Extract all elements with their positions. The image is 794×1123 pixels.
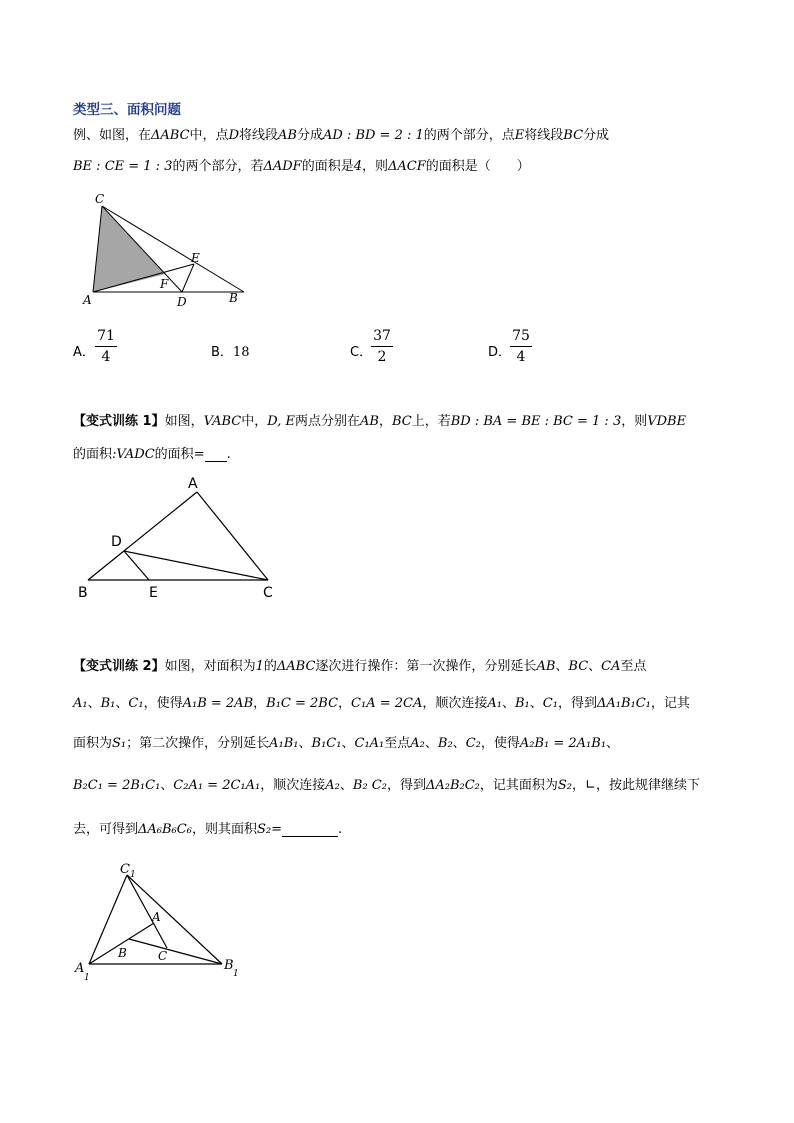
text: 去，可得到 (73, 822, 139, 837)
label-a: A (83, 293, 92, 307)
text: 、 (529, 696, 543, 711)
text: 的面积 (73, 447, 113, 462)
label-b: B (118, 946, 127, 960)
math: A₁ (487, 696, 502, 711)
text: 逐次进行操作：第一次操作，分别延长 (315, 659, 537, 674)
math: E (514, 128, 525, 143)
answer-blank[interactable] (282, 824, 338, 837)
label-b: B (229, 291, 238, 305)
example-line-1 (73, 124, 609, 143)
text: 、 (588, 659, 602, 674)
math: B₂ C₂ (352, 778, 387, 793)
option-a-fraction[interactable] (95, 328, 117, 365)
math: BC (563, 128, 584, 143)
text: ，顺次连接 (422, 696, 488, 711)
text: 的面积是（ ） (425, 159, 530, 174)
label-a1-sub: 1 (84, 973, 90, 983)
label-a: A (188, 476, 198, 492)
text: 、 (606, 736, 620, 751)
variant1-figure (72, 470, 287, 605)
math: B₁ (100, 696, 116, 711)
section-title: 类型三、面积问题 (73, 102, 181, 118)
text: 、 (115, 696, 129, 711)
math: ΔA₂B₂C₂ (425, 778, 480, 793)
segment-de (182, 264, 194, 292)
variant2-line-4 (73, 774, 700, 793)
text: . (226, 447, 231, 462)
label-b1: B (224, 958, 234, 973)
denominator: 4 (516, 349, 526, 365)
math: ΔABC (276, 659, 316, 674)
math: A₂ (325, 778, 340, 793)
answer-blank[interactable] (205, 449, 227, 462)
math: : (112, 447, 117, 462)
math: = (271, 822, 282, 837)
math: D (228, 128, 239, 143)
label-b: B (78, 585, 88, 601)
math: B₂ (437, 736, 453, 751)
math: AD : BD = 2 : 1 (322, 128, 424, 143)
text: 、 (87, 696, 101, 711)
variant-label: 【变式训练 2】 (73, 659, 165, 674)
text: 中， (241, 414, 268, 429)
math: A₁B = 2AB (182, 696, 254, 711)
numerator: 37 (373, 328, 391, 344)
math: AB (536, 659, 556, 674)
math: B₂C₁ = 2B₁C₁ (73, 778, 161, 793)
text: 如图， (164, 414, 204, 429)
text: 至点 (384, 736, 411, 751)
fraction-bar (371, 346, 393, 347)
math: C₁ (128, 696, 144, 711)
text: ，记其 (650, 696, 690, 711)
variant1-line-1 (73, 410, 686, 429)
text: ， (253, 696, 267, 711)
option-value: 18 (232, 345, 250, 360)
fraction-bar (95, 346, 117, 347)
text: 两点分别在 (294, 414, 360, 429)
option-d-letter[interactable]: D． (488, 345, 512, 360)
variant2-line-1 (73, 655, 647, 674)
math: AB (278, 128, 297, 143)
math: ΔADF (263, 159, 302, 174)
denominator: 2 (377, 349, 387, 365)
math: CA (601, 659, 621, 674)
math: C₁A = 2CA (351, 696, 423, 711)
math: S₂ (557, 778, 573, 793)
label-e: E (191, 251, 200, 265)
math: BC (391, 414, 412, 429)
numerator: 71 (97, 328, 115, 344)
math: VABC (203, 414, 242, 429)
math: ΔACF (388, 159, 426, 174)
text: 、 (424, 736, 438, 751)
text: ；第二次操作，分别延长 (126, 736, 270, 751)
label-a1: A (75, 961, 85, 976)
text: 分成 (296, 128, 323, 143)
text: 如图，对面积为 (164, 659, 256, 674)
text: 、 (452, 736, 466, 751)
label-f: F (160, 277, 169, 291)
text: 将线段 (239, 128, 279, 143)
math: A₁ (73, 696, 88, 711)
math: B₁C = 2BC (266, 696, 339, 711)
math: 4 (353, 159, 363, 174)
segment-ab (88, 492, 197, 580)
math: = (193, 447, 205, 462)
math: AB (359, 414, 379, 429)
text: ，得到 (386, 778, 426, 793)
text: ，则其面积 (191, 822, 257, 837)
math: VADC (116, 447, 155, 462)
math: A₁B₁ (269, 736, 299, 751)
text: 、 (555, 659, 569, 674)
math: S₂ (256, 822, 272, 837)
label-c: C (158, 949, 168, 963)
variant2-figure (70, 855, 250, 990)
text: ，则 (362, 159, 389, 174)
math: C₂A₁ = 2C₁A₁ (173, 778, 261, 793)
math: ΔA₁B₁C₁ (596, 696, 651, 711)
math: VDBE (647, 414, 687, 429)
label-c: C (263, 585, 273, 601)
math: BD : BA = BE : BC = 1 : 3 (450, 414, 622, 429)
label-c1-sub: 1 (130, 870, 136, 880)
label-d: D (111, 534, 122, 550)
math: A₂ (410, 736, 425, 751)
example-figure (78, 188, 253, 313)
math: D, E (267, 414, 295, 429)
option-c-letter[interactable]: C． (350, 345, 373, 360)
denominator: 4 (101, 349, 111, 365)
text: 的面积 (154, 447, 194, 462)
math: A₂B₁ = 2A₁B₁ (519, 736, 607, 751)
text: 分成 (583, 128, 610, 143)
text: ，使得 (480, 736, 520, 751)
variant2-line-5 (73, 818, 342, 837)
text: . (337, 822, 343, 837)
label-d: D (177, 295, 187, 309)
text: ， (378, 414, 392, 429)
math: C₁A₁ (354, 736, 385, 751)
math: S₁ (112, 736, 127, 751)
math: B₁C₁ (311, 736, 342, 751)
label-b1-sub: 1 (233, 969, 239, 979)
text: ，按此规律继续下 (595, 778, 700, 793)
text: ，顺次连接 (260, 778, 326, 793)
text: 上，若 (411, 414, 451, 429)
option-c-fraction[interactable] (371, 328, 393, 365)
text: 将线段 (524, 128, 564, 143)
text: ，使得 (143, 696, 183, 711)
variant-label: 【变式训练 1】 (73, 414, 165, 429)
text: 的两个部分，点 (423, 128, 515, 143)
segment-c1c (127, 875, 167, 948)
text: ， (572, 778, 586, 793)
variant1-line-2 (73, 443, 231, 462)
text: 的两个部分，若 (172, 159, 264, 174)
variant2-line-3 (73, 732, 619, 751)
segment-ac (197, 492, 268, 580)
text: ， (338, 696, 352, 711)
math: 1 (255, 659, 264, 674)
math: C₁ (542, 696, 558, 711)
option-letter: B． (211, 345, 233, 360)
text: 中，点 (189, 128, 229, 143)
text: 的 (263, 659, 277, 674)
text: 、 (298, 736, 312, 751)
text: ，得到 (557, 696, 597, 711)
text: ，记其面积为 (479, 778, 558, 793)
text: 、 (160, 778, 174, 793)
example-line-2 (73, 155, 530, 174)
text: 面积为 (73, 736, 113, 751)
option-d-fraction[interactable] (510, 328, 532, 365)
label-e: E (149, 585, 158, 601)
text: 例、如图，在 (73, 128, 152, 143)
text: 的面积是 (301, 159, 354, 174)
text: 、 (341, 736, 355, 751)
label-c1: C (120, 862, 130, 877)
variant2-line-2 (73, 692, 690, 711)
math: ΔABC (151, 128, 190, 143)
math: ΔA₆B₆C₆ (138, 822, 192, 837)
shaded-triangle-acf (93, 206, 166, 292)
numerator: 75 (512, 328, 530, 344)
label-c: C (95, 192, 105, 206)
option-a-letter[interactable]: A． (73, 345, 95, 360)
math: C₂ (465, 736, 481, 751)
text: ，则 (621, 414, 648, 429)
text: 至点 (620, 659, 647, 674)
text: 、 (501, 696, 515, 711)
option-b[interactable] (211, 341, 249, 360)
text: 、 (339, 778, 353, 793)
math: BE : CE = 1 : 3 (73, 159, 173, 174)
label-a: A (152, 910, 161, 924)
fraction-bar (510, 346, 532, 347)
math: B₁ (515, 696, 530, 711)
ellipsis-glyph: ∟ (585, 778, 596, 793)
math: BC (568, 659, 589, 674)
